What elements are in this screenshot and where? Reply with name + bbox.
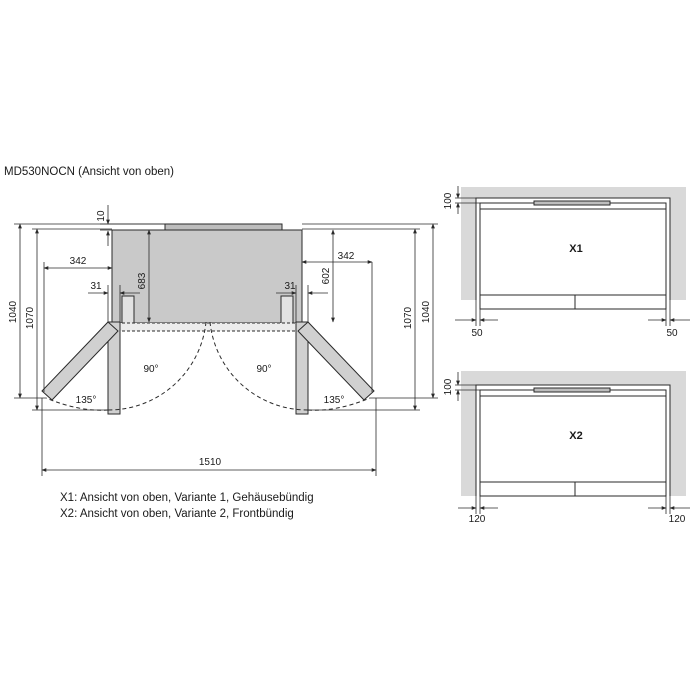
label-683: 683 (137, 272, 148, 290)
x1-label: X1 (569, 243, 583, 255)
main-view (42, 224, 374, 414)
label-1040-right: 1040 (421, 300, 432, 324)
x2-left-dim: 120 (468, 514, 486, 525)
x1-top-dim: 100 (443, 192, 454, 210)
door-front-strip (112, 323, 302, 331)
label-1510: 1510 (198, 457, 222, 468)
diagram-title: MD530NOCN (Ansicht von oben) (4, 166, 175, 178)
label-602: 602 (321, 267, 332, 285)
label-top-gap: 10 (96, 210, 107, 222)
label-31-right: 31 (284, 281, 296, 292)
hinge-bracket-left (122, 296, 134, 324)
hinge-bracket-right (281, 296, 293, 324)
label-342-left: 342 (69, 256, 87, 267)
label-1070-right: 1070 (403, 306, 414, 330)
fridge-top-handle (165, 224, 282, 230)
door-open-135-right (298, 322, 374, 400)
x2-label: X2 (569, 430, 583, 442)
label-31-left: 31 (90, 281, 102, 292)
x1-right-dim: 50 (666, 328, 678, 339)
x2-right-dim: 120 (668, 514, 686, 525)
x2-top-dim: 100 (443, 378, 454, 396)
label-1070-left: 1070 (25, 306, 36, 330)
x1-left-dim: 50 (471, 328, 483, 339)
label-angle-135-right: 135° (323, 395, 345, 406)
label-1040-left: 1040 (8, 300, 19, 324)
note-x1: X1: Ansicht von oben, Variante 1, Gehäusebündig (60, 492, 314, 504)
door-open-135-left (42, 322, 118, 400)
label-angle-90-right: 90° (256, 364, 272, 375)
note-x2: X2: Ansicht von oben, Variante 2, Frontbündig (60, 508, 294, 520)
label-angle-90-left: 90° (143, 364, 159, 375)
label-angle-135-left: 135° (75, 395, 97, 406)
label-342-right: 342 (337, 251, 355, 262)
